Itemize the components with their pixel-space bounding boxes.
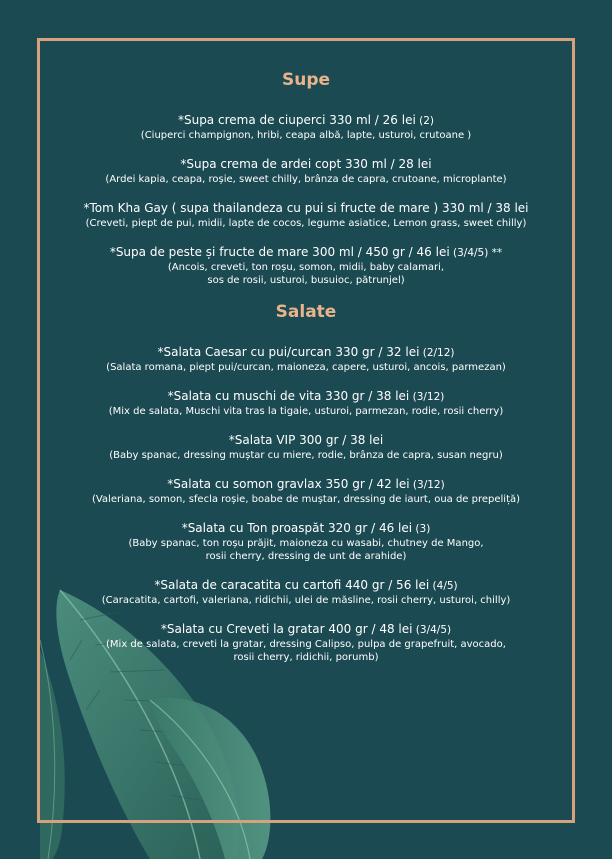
item-title	[40, 157, 572, 173]
item-allergens: (2/12)	[419, 347, 455, 359]
section-title: Salate	[275, 302, 337, 322]
menu-item	[40, 201, 572, 230]
menu-item	[40, 157, 572, 186]
description-line: (Baby spanac, dressing muștar cu miere, rodie, brânza de capra, susan negru)	[109, 450, 503, 461]
menu-item	[40, 389, 572, 418]
description-line: (Valeriana, somon, sfecla roșie, boabe de muștar, dressing de iaurt, oua de prepeliță)	[91, 494, 521, 505]
menu-item	[40, 477, 572, 506]
item-name: *Supa de peste și fructe de mare 300 ml / 450 gr / 46 lei	[109, 245, 450, 259]
item-description	[40, 217, 572, 230]
menu-item	[40, 622, 572, 664]
item-description	[40, 594, 572, 607]
menu-item	[40, 578, 572, 607]
item-name: *Salata cu Creveti la gratar 400 gr / 48 lei	[160, 622, 413, 636]
item-allergens: (3/12)	[409, 391, 445, 403]
section-title: Supe	[281, 70, 331, 90]
item-name: *Salata cu Ton proaspăt 320 gr / 46 lei	[181, 521, 413, 535]
description-line: (Salata romana, piept pui/curcan, maioneza, capere, usturoi, ancois, parmezan)	[106, 362, 506, 373]
description-line: rosii cherry, ridichii, porumb)	[233, 652, 379, 663]
item-description	[40, 537, 572, 563]
item-name: *Tom Kha Gay ( supa thailandeza cu pui si fructe de mare ) 330 ml / 38 lei	[83, 201, 529, 215]
item-name: *Supa crema de ciuperci 330 ml / 26 lei	[177, 113, 416, 127]
item-allergens: (4/5)	[429, 580, 458, 592]
item-name: *Salata cu muschi de vita 330 gr / 38 lei	[167, 389, 410, 403]
description-line: (Creveti, piept de pui, midii, lapte de cocos, legume asiatice, Lemon grass, sweet chilly)	[85, 218, 527, 229]
item-title	[40, 201, 572, 217]
item-allergens: (3/12)	[409, 479, 445, 491]
item-title	[40, 433, 572, 449]
item-title	[40, 477, 572, 493]
menu-content	[40, 70, 572, 679]
item-name: *Salata cu somon gravlax 350 gr / 42 lei	[167, 477, 410, 491]
menu-item	[40, 521, 572, 563]
menu-item	[40, 433, 572, 462]
item-description	[40, 493, 572, 506]
description-line: rosii cherry, dressing de unt de arahide)	[205, 551, 407, 562]
item-description	[40, 638, 572, 664]
item-allergens: (3/4/5)	[412, 624, 452, 636]
description-line: (Ciuperci champignon, hribi, ceapa albă, lapte, usturoi, crutoane )	[140, 130, 472, 141]
item-allergens: (3/4/5) **	[449, 247, 503, 259]
item-description	[40, 405, 572, 418]
item-description	[40, 361, 572, 374]
menu-item	[40, 345, 572, 374]
item-name: *Supa crema de ardei copt 330 ml / 28 lei	[180, 157, 432, 171]
item-title	[40, 245, 572, 261]
item-title	[40, 521, 572, 537]
item-title	[40, 578, 572, 594]
section-supe	[40, 70, 572, 287]
item-title	[40, 622, 572, 638]
description-line: (Ardei kapia, ceapa, roșie, sweet chilly, brânza de capra, crutoane, microplante)	[105, 174, 507, 185]
item-description	[40, 129, 572, 142]
description-line: sos de rosii, usturoi, busuioc, pătrunjel)	[207, 275, 405, 286]
item-name: *Salata VIP 300 gr / 38 lei	[228, 433, 384, 447]
item-name: *Salata de caracatita cu cartofi 440 gr / 56 lei	[154, 578, 430, 592]
menu-item	[40, 245, 572, 287]
item-allergens: (3)	[412, 523, 431, 535]
item-title	[40, 113, 572, 129]
menu-item	[40, 113, 572, 142]
description-line: (Ancois, creveti, ton roșu, somon, midii, baby calamari,	[167, 262, 445, 273]
item-description	[40, 173, 572, 186]
section-salate	[40, 302, 572, 664]
item-description	[40, 449, 572, 462]
description-line: (Baby spanac, ton roșu prăjit, maioneza cu wasabi, chutney de Mango,	[128, 538, 484, 549]
description-line: (Mix de salata, creveti la gratar, dressing Calipso, pulpa de grapefruit, avocado,	[106, 639, 506, 650]
item-description	[40, 261, 572, 287]
item-title	[40, 389, 572, 405]
description-line: (Mix de salata, Muschi vita tras la tigaie, usturoi, parmezan, rodie, rosii cherry)	[108, 406, 504, 417]
item-allergens: (2)	[415, 115, 435, 127]
description-line: (Caracatita, cartofi, valeriana, ridichii, ulei de măsline, rosii cherry, usturoi, chilly)	[101, 595, 511, 606]
item-name: *Salata Caesar cu pui/curcan 330 gr / 32 lei	[157, 345, 420, 359]
item-title	[40, 345, 572, 361]
